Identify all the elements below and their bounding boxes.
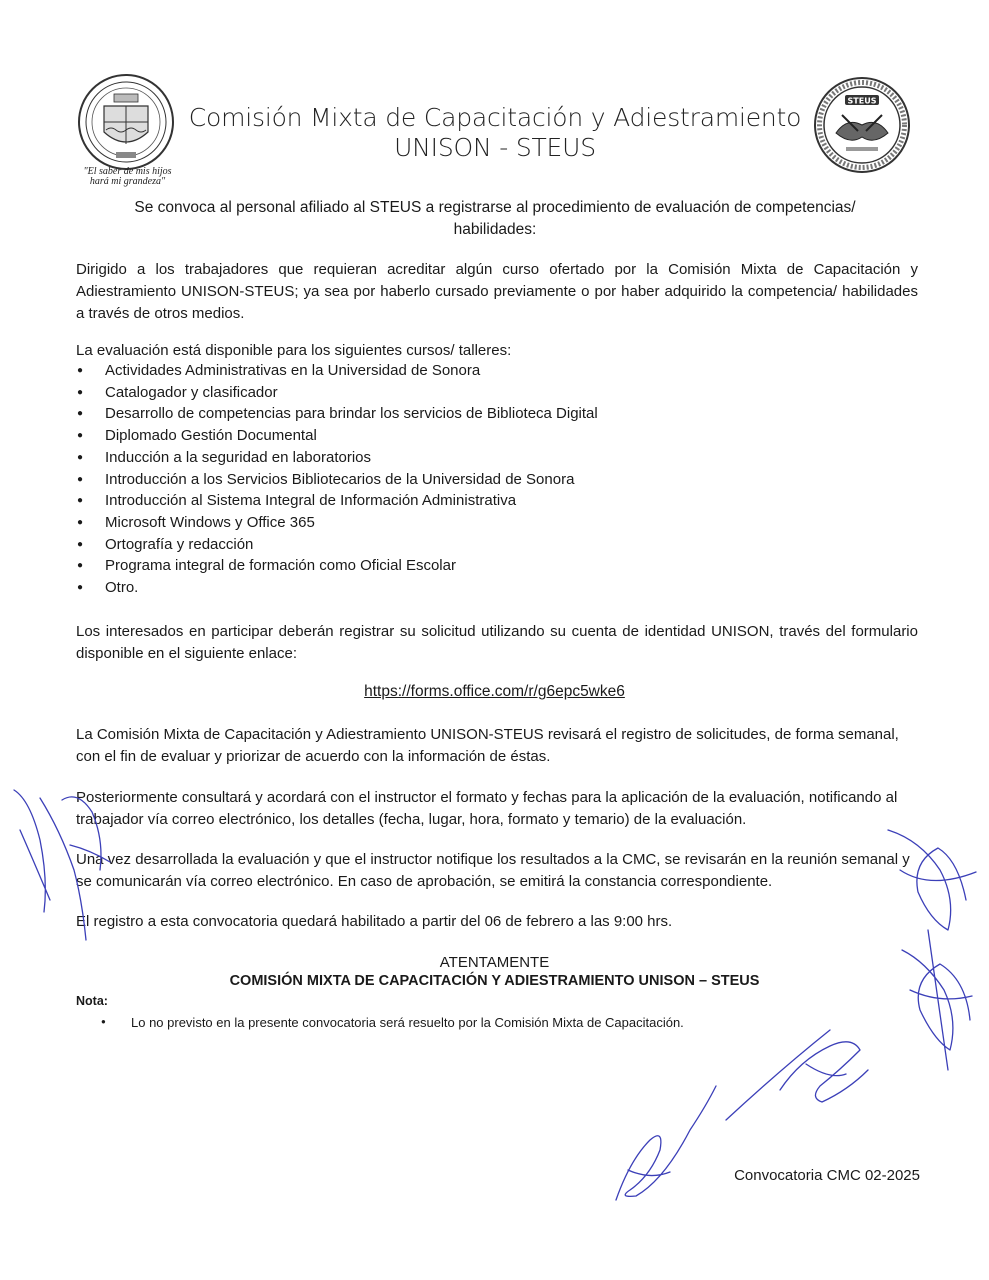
signature-bottom-left (616, 1086, 716, 1200)
signature-bottom-center (726, 1030, 868, 1120)
closing-salutation: ATENTAMENTE (439, 954, 550, 971)
target-paragraph: Dirigido a los trabajadores que requieran acreditar algún curso ofertado por la Comisión Mixta de Capacitación y Adiestramiento UNISON-STEUS; ya sea por haberlo cursado previamente o por haber adquirido la competencia/ habilidades a través de otros medios. (76, 261, 918, 322)
note-item: ● Lo no previsto en la presente convocatoria será resuelto por la Comisión Mixta de Capacitación. (104, 1015, 684, 1030)
seal-motto: "El saber de mis hijos hará mi grandeza" (83, 166, 172, 187)
list-item: ● Introducción a los Servicios Bibliotecarios de la Universidad de Sonora (76, 469, 598, 491)
list-item: ● Actividades Administrativas en la Universidad de Sonora (76, 360, 598, 382)
list-item: ● Catalogador y clasificador (76, 382, 598, 404)
list-item: ● Programa integral de formación como Oficial Escolar (76, 555, 598, 577)
list-item: ● Ortografía y redacción (76, 534, 598, 556)
signature-right-middle (902, 930, 972, 1070)
review-paragraph: La Comisión Mixta de Capacitación y Adiestramiento UNISON-STEUS revisará el registro de solicitudes, de forma semanal, con el fin de evaluar y priorizar de acuerdo con la información de éstas. (76, 726, 899, 765)
date-paragraph: El registro a esta convocatoria quedará habilitado a partir del 06 de febrero a las 9:00 hrs. (76, 913, 673, 930)
register-paragraph: Los interesados en participar deberán registrar su solicitud utilizando su cuenta de identidad UNISON, través del formulario disponible en el siguiente enlace: (76, 623, 918, 662)
note-label: Nota: (76, 994, 108, 1008)
list-item: ● Diplomado Gestión Documental (76, 425, 598, 447)
list-item: ● Introducción al Sistema Integral de Información Administrativa (76, 490, 598, 512)
list-item: ● Inducción a la seguridad en laboratorios (76, 447, 598, 469)
signature-left (14, 790, 110, 940)
closing-organization: COMISIÓN MIXTA DE CAPACITACIÓN Y ADIESTRAMIENTO UNISON – STEUS (229, 973, 760, 989)
title-line-2: UNISON - STEUS (394, 133, 596, 162)
list-item: ● Otro. (76, 577, 598, 599)
call-intro: Se convoca al personal afiliado al STEUS a registrarse al procedimiento de evaluación de competencias/ habilidades: (134, 199, 856, 238)
svg-text:STEUS: STEUS (847, 96, 877, 106)
results-paragraph: Una vez desarrollada la evaluación y que el instructor notifique los resultados a la CMC, se revisarán en la reunión semanal y se comunicarán vía correo electrónico. En caso de aprobación, se emitirá la constancia correspondiente. (76, 851, 910, 890)
courses-intro: La evaluación está disponible para los siguientes cursos/ talleres: (76, 342, 512, 359)
form-link[interactable]: https://forms.office.com/r/g6epc5wke6 (364, 683, 625, 700)
signature-right-top (888, 830, 976, 930)
title-line-1: Comisión Mixta de Capacitación y Adiestramiento (188, 103, 802, 132)
consult-paragraph: Posteriormente consultará y acordará con el instructor el formato y fechas para la aplicación de la evaluación, notificando al trabajador vía correo electrónico, los detalles (fecha, lugar, hora, formato y temario) de la evaluación. (76, 789, 898, 828)
list-item: ● Desarrollo de competencias para brindar los servicios de Biblioteca Digital (76, 403, 598, 425)
document-code: Convocatoria CMC 02-2025 (734, 1167, 920, 1184)
list-item: ● Microsoft Windows y Office 365 (76, 512, 598, 534)
